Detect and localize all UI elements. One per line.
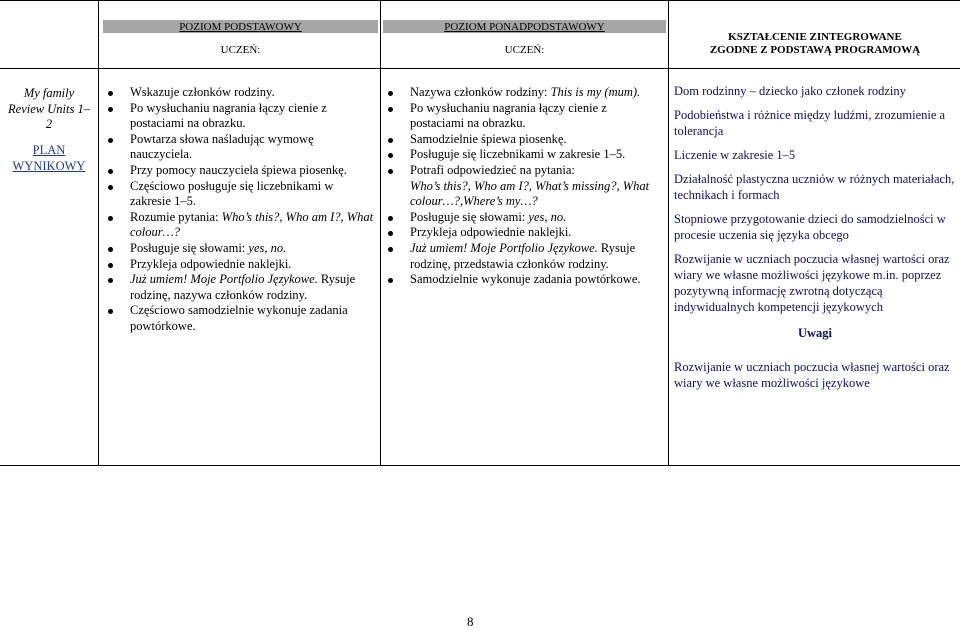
header-bottom-border [0,68,960,69]
list-item: Przykleja odpowiednie naklejki. [106,257,374,273]
list-item: Samodzielnie śpiewa piosenkę. [386,132,664,148]
lesson-title-cell [2,86,96,175]
header-basic-sub: UCZEŃ: [220,44,261,56]
uwagi-heading: Uwagi [797,326,833,340]
lesson-title-line3: 2 [45,117,53,132]
list-item: Posługuje się liczebnikami w zakresie 1–5. [386,147,664,163]
list-item: Częściowo samodzielnie wykonuje zadania powtórkowe. [106,303,374,334]
list-item: Częściowo posługuje się liczebnikami w zakresie 1–5. [106,179,374,210]
header-advanced-sub: UCZEŃ: [504,44,545,56]
table-top-border [0,0,960,1]
list-item: Posługuje się słowami: yes, no. [106,241,374,257]
header-advanced-title: POZIOM PONADPODSTAWOWY [444,21,605,33]
list-item: Potrafi odpowiedzieć na pytania: Who’s this?, Who am I?, What’s missing?, What colour…?,Where’s my…? [386,163,664,210]
list-item: Po wysłuchaniu nagrania łączy cienie z postaciami na obrazku. [386,101,664,132]
list-item: Powtarza słowa naśladując wymowę nauczyciela. [106,132,374,163]
list-item: Już umiem! Moje Portfolio Językowe. Rysuje rodzinę, przedstawia członków rodziny. [386,241,664,272]
header-integrated-line2: ZGODNE Z PODSTAWĄ PROGRAMOWĄ [709,44,921,56]
integrated-item: Dom rodzinny – dziecko jako członek rodziny [674,84,906,98]
list-item: Posługuje się słowami: yes, no. [386,210,664,226]
lesson-title-line1: My family [23,86,75,100]
list-item: Rozumie pytania: Who’s this?, Who am I?, What colour…? [106,210,374,241]
integrated-item: Rozwijanie w uczniach poczucia własnej wartości oraz wiary we własne możliwości językowe m.in. poprzez pozytywną informację zwrotną dotyczącą indywidualnych kompetencji językowych [674,252,950,314]
basic-level-cell [106,85,374,335]
header-basic-title: POZIOM PODSTAWOWY [179,21,302,33]
plan-label-line2: WYNIKOWY [12,158,86,173]
advanced-level-cell [386,85,664,288]
lesson-title-line2: Review Units 1– [8,101,90,116]
closing-text: Rozwijanie w uczniach poczucia własnej wartości oraz wiary we własne możliwości językowe [674,360,950,390]
col-divider-1 [98,0,99,465]
page-number: 8 [467,614,474,629]
header-integrated-line1: KSZTAŁCENIE ZINTEGROWANE [728,31,902,43]
integrated-item: Działalność plastyczna uczniów w różnych materiałach, technikach i formach [674,172,955,202]
plan-label-line1: PLAN [32,143,66,158]
integrated-item: Stopniowe przygotowanie dzieci do samodzielności w procesie uczenia się języka obcego [674,212,946,242]
list-item: Wskazuje członków rodziny. [106,85,374,101]
col-divider-2 [380,0,381,465]
list-item: Przy pomocy nauczyciela śpiewa piosenkę. [106,163,374,179]
col-divider-3 [668,0,669,465]
list-item: Już umiem! Moje Portfolio Językowe. Rysuje rodzinę, nazywa członków rodziny. [106,272,374,303]
list-item: Po wysłuchaniu nagrania łączy cienie z postaciami na obrazku. [106,101,374,132]
integrated-cell [674,83,956,397]
row-bottom-border [0,465,960,466]
list-item: Przykleja odpowiednie naklejki. [386,225,664,241]
list-item: Nazywa członków rodziny: This is my (mum). [386,85,664,101]
integrated-item: Liczenie w zakresie 1–5 [674,148,796,162]
integrated-item: Podobieństwa i różnice między ludźmi, zrozumienie a tolerancja [674,108,946,138]
list-item: Samodzielnie wykonuje zadania powtórkowe. [386,272,664,288]
